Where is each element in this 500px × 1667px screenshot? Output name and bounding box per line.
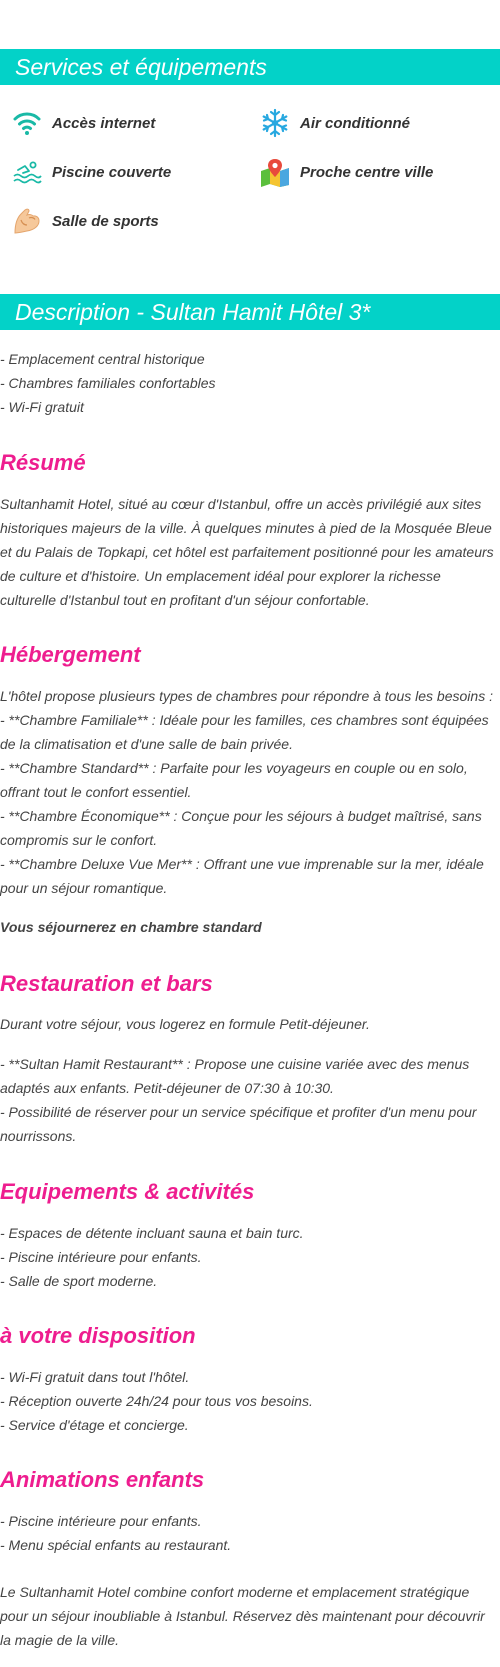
swimmer-icon bbox=[10, 155, 44, 189]
list-item: - Salle de sport moderne. bbox=[0, 1273, 158, 1289]
section-heading-hebergement: Hébergement bbox=[0, 642, 141, 667]
wifi-icon bbox=[10, 106, 44, 140]
text-line: L'hôtel propose plusieurs types de chambres pour répondre à tous les besoins : bbox=[0, 688, 493, 704]
text-line: - **Chambre Économique** : Conçue pour les séjours à budget maîtrisé, sans bbox=[0, 808, 482, 824]
resume-text bbox=[0, 492, 500, 612]
restauration-text bbox=[0, 1052, 500, 1148]
service-label: Air conditionné bbox=[300, 114, 410, 132]
text-line: pour un séjour romantique. bbox=[0, 880, 168, 896]
service-item-internet bbox=[10, 106, 155, 140]
muscle-arm-icon bbox=[10, 204, 44, 238]
list-item: - Réception ouverte 24h/24 pour tous vos besoins. bbox=[0, 1393, 313, 1409]
text-line: culturelle d'Istanbul tout en profitant d'un séjour confortable. bbox=[0, 592, 370, 608]
room-note: Vous séjournerez en chambre standard bbox=[0, 919, 262, 935]
list-item: - Espaces de détente incluant sauna et bain turc. bbox=[0, 1225, 304, 1241]
text-line: de culture et d'histoire. Un emplacement idéal pour explorer la richesse bbox=[0, 568, 441, 584]
service-label: Salle de sports bbox=[52, 212, 159, 230]
text-line: adaptés aux enfants. Petit-déjeuner de 07:30 à 10:30. bbox=[0, 1080, 334, 1096]
disposition-list bbox=[0, 1365, 500, 1437]
service-label: Piscine couverte bbox=[52, 163, 172, 181]
equipements-list bbox=[0, 1221, 500, 1293]
list-item: - Wi-Fi gratuit bbox=[0, 399, 84, 415]
service-item-air-conditioning bbox=[258, 106, 410, 140]
service-item-city-center bbox=[258, 155, 433, 189]
description-title: Description - Sultan Hamit Hôtel 3* bbox=[0, 294, 500, 330]
list-item: - Piscine intérieure pour enfants. bbox=[0, 1513, 202, 1529]
list-item: - Emplacement central historique bbox=[0, 351, 205, 367]
service-item-gym bbox=[10, 204, 159, 238]
list-item: - Service d'étage et concierge. bbox=[0, 1417, 189, 1433]
text-line: la magie de la ville. bbox=[0, 1632, 120, 1648]
service-label: Proche centre ville bbox=[300, 163, 434, 181]
text-line: - **Chambre Familiale** : Idéale pour les familles, ces chambres sont équipées bbox=[0, 712, 489, 728]
list-item: - Piscine intérieure pour enfants. bbox=[0, 1249, 202, 1265]
conclusion-text bbox=[0, 1580, 500, 1652]
list-item: - Wi-Fi gratuit dans tout l'hôtel. bbox=[0, 1369, 190, 1385]
text-line: de la climatisation et d'une salle de bain privée. bbox=[0, 736, 293, 752]
text-line: et du Palais de Topkapi, cet hôtel est parfaitement positionné pour les amateurs bbox=[0, 544, 494, 560]
restauration-intro: Durant votre séjour, vous logerez en formule Petit-déjeuner. bbox=[0, 1016, 370, 1032]
snowflake-icon bbox=[258, 106, 292, 140]
hebergement-text bbox=[0, 684, 500, 900]
text-line: nourrissons. bbox=[0, 1128, 77, 1144]
map-pin-icon bbox=[258, 155, 292, 189]
text-line: - **Sultan Hamit Restaurant** : Propose une cuisine variée avec des menus bbox=[0, 1056, 470, 1072]
section-heading-animations: Animations enfants bbox=[0, 1467, 205, 1492]
animations-list bbox=[0, 1509, 500, 1557]
text-line: - Possibilité de réserver pour un service spécifique et profiter d'un menu pour bbox=[0, 1104, 477, 1120]
section-heading-restauration: Restauration et bars bbox=[0, 971, 213, 996]
text-line: Sultanhamit Hotel, situé au cœur d'Istanbul, offre un accès privilégié aux sites bbox=[0, 496, 482, 512]
section-heading-resume: Résumé bbox=[0, 450, 86, 475]
service-label: Accès internet bbox=[52, 114, 156, 132]
services-title: Services et équipements bbox=[0, 49, 500, 85]
section-heading-equipements: Equipements & activités bbox=[0, 1179, 255, 1204]
service-item-pool bbox=[10, 155, 171, 189]
text-line: - **Chambre Deluxe Vue Mer** : Offrant une vue imprenable sur la mer, idéale bbox=[0, 856, 484, 872]
text-line: historiques majeurs de la ville. À quelques minutes à pied de la Mosquée Bleue bbox=[0, 520, 492, 536]
list-item: - Chambres familiales confortables bbox=[0, 375, 216, 391]
text-line: - **Chambre Standard** : Parfaite pour les voyageurs en couple ou en solo, bbox=[0, 760, 468, 776]
text-line: offrant tout le confort essentiel. bbox=[0, 784, 192, 800]
text-line: pour un séjour inoubliable à Istanbul. Réservez dès maintenant pour découvrir bbox=[0, 1608, 485, 1624]
section-heading-disposition: à votre disposition bbox=[0, 1323, 196, 1348]
description-bullets bbox=[0, 347, 500, 419]
text-line: compromis sur le confort. bbox=[0, 832, 158, 848]
text-line: Le Sultanhamit Hotel combine confort moderne et emplacement stratégique bbox=[0, 1584, 470, 1600]
list-item: - Menu spécial enfants au restaurant. bbox=[0, 1537, 232, 1553]
